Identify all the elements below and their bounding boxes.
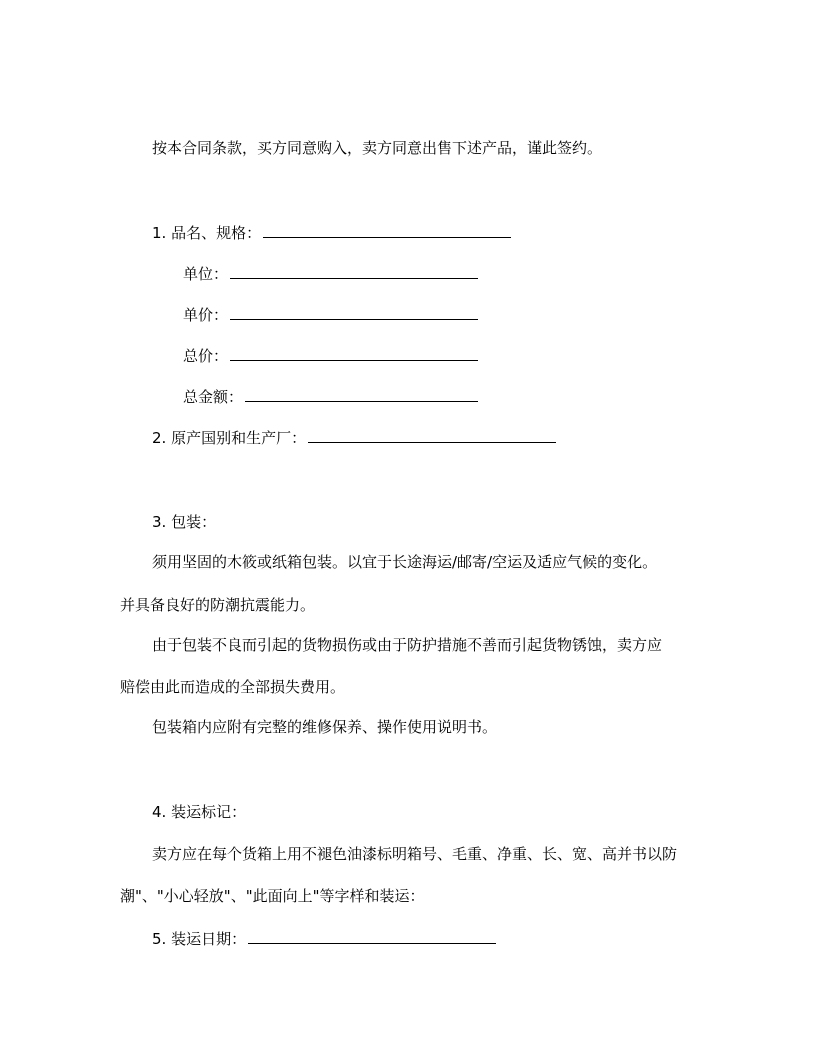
packing-paragraph-2-line-1: 由于包装不良而引起的货物损伤或由于防护措施不善而引起货物锈蚀，卖方应 [152, 636, 663, 654]
origin-label: 2. 原产国别和生产厂： [152, 429, 307, 447]
marking-paragraph-line-1: 卖方应在每个货箱上用不褪色油漆标明箱号、毛重、净重、长、宽、高并书以防 [152, 845, 678, 863]
unit-row [183, 264, 478, 282]
product-spec-label: 1. 品名、规格： [152, 224, 262, 242]
origin-blank[interactable] [308, 428, 556, 443]
packing-heading: 3. 包装： [152, 513, 217, 531]
total-price-row [183, 346, 478, 364]
unit-price-blank[interactable] [230, 305, 478, 320]
unit-price-label: 单价： [183, 306, 229, 324]
product-spec-row [152, 223, 511, 241]
intro-text: 按本合同条款，买方同意购入，卖方同意出售下述产品，谨此签约。 [152, 139, 603, 157]
shipment-date-blank[interactable] [248, 929, 496, 944]
total-price-blank[interactable] [230, 346, 478, 361]
unit-blank[interactable] [230, 264, 478, 279]
packing-paragraph-2-line-2: 赔偿由此而造成的全部损失费用。 [120, 678, 346, 696]
marking-heading: 4. 装运标记： [152, 803, 247, 821]
shipment-date-row [152, 929, 496, 947]
product-spec-blank[interactable] [263, 223, 511, 238]
unit-price-row [183, 305, 478, 323]
total-amount-blank[interactable] [245, 387, 478, 402]
shipment-date-label: 5. 装运日期： [152, 930, 247, 948]
total-price-label: 总价： [183, 347, 229, 365]
packing-paragraph-3: 包装箱内应附有完整的维修保养、操作使用说明书。 [152, 718, 498, 736]
unit-label: 单位： [183, 265, 229, 283]
packing-paragraph-1-line-1: 须用坚固的木筱或纸箱包装。以宜于长途海运/邮寄/空运及适应气候的变化。 [152, 553, 658, 571]
marking-paragraph-line-2: 潮"、"小心轻放"、"此面向上"等字样和装运： [120, 887, 425, 905]
total-amount-label: 总金额： [183, 388, 244, 406]
total-amount-row [183, 387, 478, 405]
origin-row [152, 428, 556, 446]
packing-paragraph-1-line-2: 并具备良好的防潮抗震能力。 [120, 596, 316, 614]
